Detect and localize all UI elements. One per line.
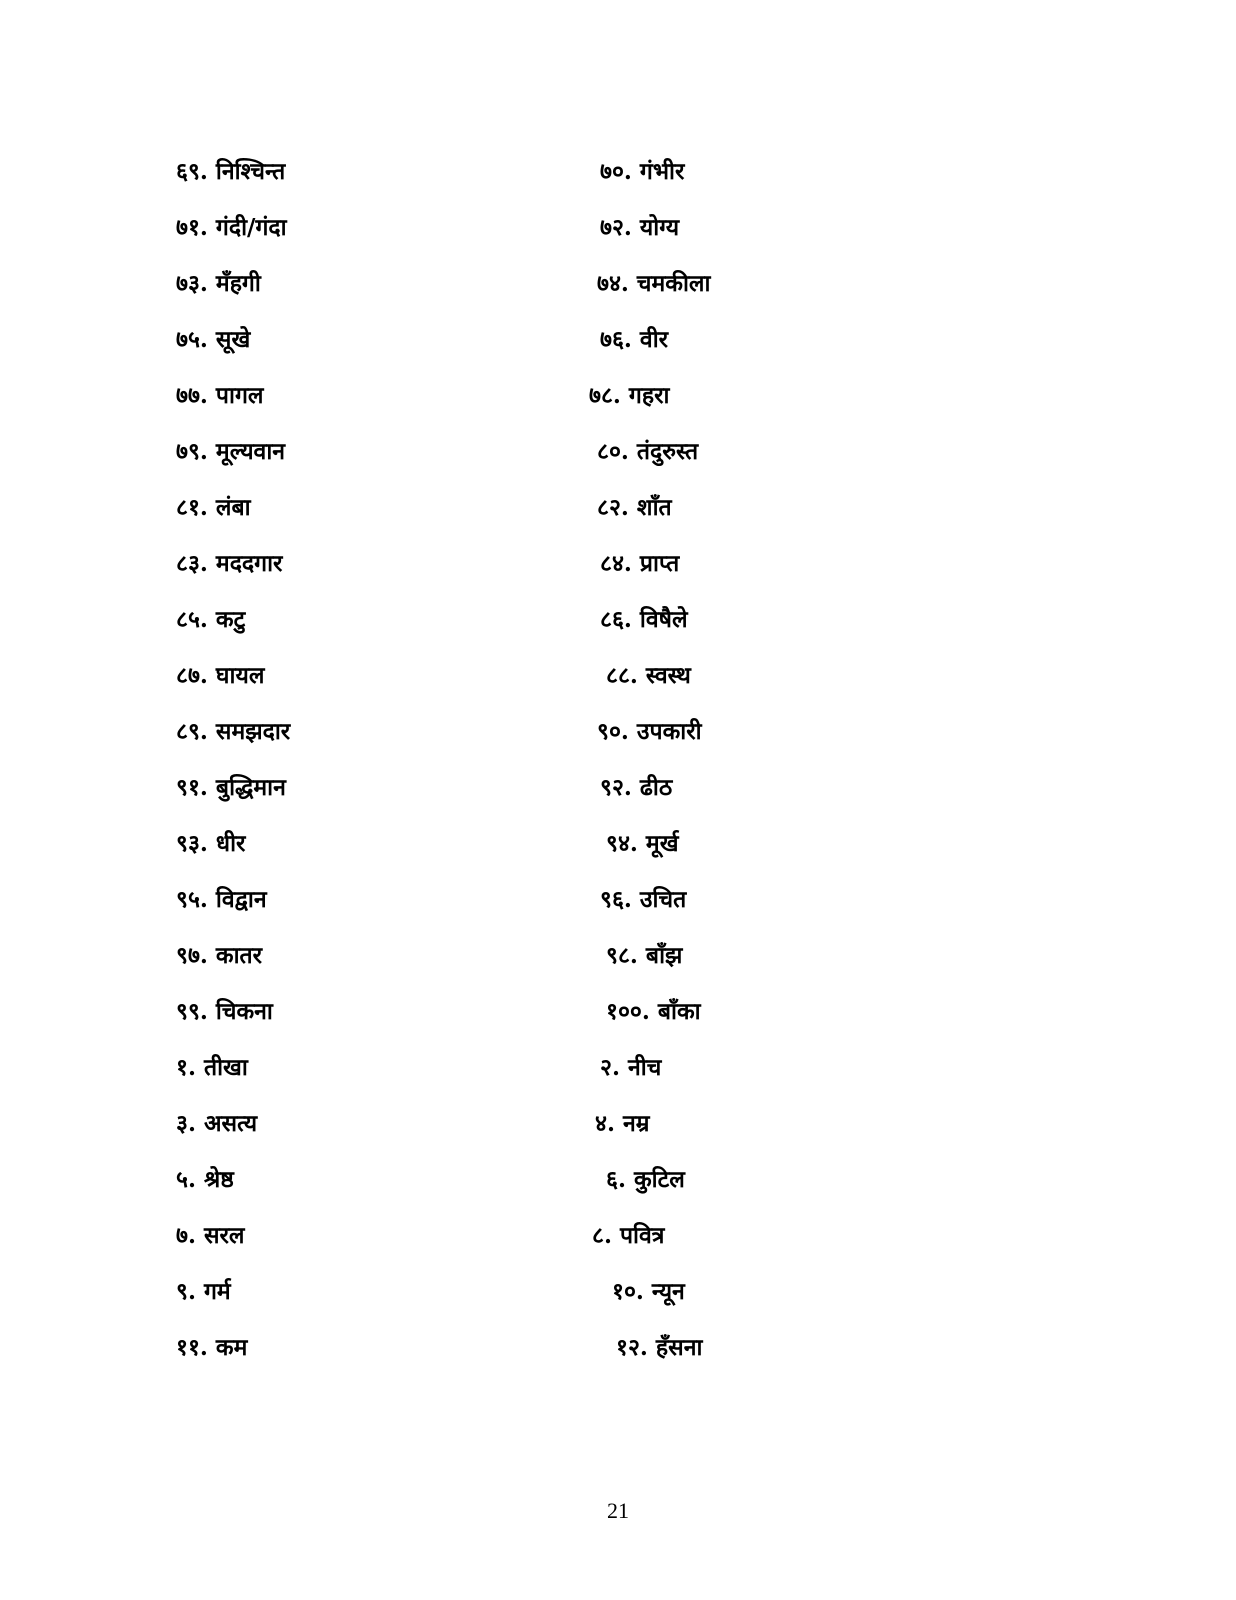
list-item-left: ७९. मूल्यवान <box>176 438 286 465</box>
list-row <box>0 208 1236 248</box>
list-row <box>0 376 1236 416</box>
list-item-right: ७८. गहरा <box>589 382 670 409</box>
list-row <box>0 824 1236 864</box>
list-item-right: ७६. वीर <box>600 326 669 353</box>
list-item-right: ९८. बाँझ <box>606 942 683 969</box>
list-item-left: ७७. पागल <box>176 382 264 409</box>
list-item-right: १०. न्यून <box>612 1278 685 1305</box>
list-row <box>0 1216 1236 1256</box>
list-row <box>0 1160 1236 1200</box>
list-item-left: ९५. विद्वान <box>176 886 267 913</box>
list-item-right: ७४. चमकीला <box>597 270 711 297</box>
list-item-left: ८५. कटु <box>176 606 246 633</box>
page-number: 21 <box>607 1498 629 1523</box>
list-item-right: ८४. प्राप्त <box>600 550 680 577</box>
list-row <box>0 432 1236 472</box>
list-row <box>0 488 1236 528</box>
list-row <box>0 880 1236 920</box>
list-row <box>0 656 1236 696</box>
list-item-left: ९९. चिकना <box>176 998 273 1025</box>
list-item-left: ७. सरल <box>176 1222 245 1249</box>
list-item-right: ९६. उचित <box>600 886 687 913</box>
list-item-right: ९०. उपकारी <box>597 718 702 745</box>
list-item-right: ९२. ढीठ <box>600 774 673 801</box>
list-item-right: ६. कुटिल <box>606 1166 685 1193</box>
list-row <box>0 936 1236 976</box>
list-item-right: ८. पवित्र <box>592 1222 665 1249</box>
list-item-right: ८०. तंदुरुस्त <box>597 438 699 465</box>
list-item-right: ८८. स्वस्थ <box>606 662 691 689</box>
list-item-left: ८१. लंबा <box>176 494 251 521</box>
list-item-right: २. नीच <box>600 1054 662 1081</box>
list-item-right: ९४. मूर्ख <box>606 830 679 857</box>
list-item-left: ८९. समझदार <box>176 718 291 745</box>
list-row <box>0 1328 1236 1368</box>
list-row <box>0 992 1236 1032</box>
list-row <box>0 1272 1236 1312</box>
list-row <box>0 264 1236 304</box>
list-item-left: ९३. धीर <box>176 830 246 857</box>
list-item-right: ८६. विषैले <box>600 606 688 633</box>
list-item-left: ११. कम <box>176 1334 248 1361</box>
list-row <box>0 768 1236 808</box>
list-item-left: ८३. मददगार <box>176 550 283 577</box>
list-row <box>0 320 1236 360</box>
list-item-right: १२. हँसना <box>616 1334 703 1361</box>
list-row <box>0 712 1236 752</box>
list-item-right: ७०. गंभीर <box>600 158 685 185</box>
list-item-left: ३. असत्य <box>176 1110 258 1137</box>
list-row <box>0 600 1236 640</box>
list-item-left: ८७. घायल <box>176 662 265 689</box>
list-item-left: ७३. मँहगी <box>176 270 261 297</box>
list-row <box>0 544 1236 584</box>
list-item-left: ९१. बुद्धिमान <box>176 774 286 801</box>
list-item-left: ६९. निश्चिन्त <box>176 158 286 185</box>
list-row <box>0 1048 1236 1088</box>
list-row <box>0 1104 1236 1144</box>
list-item-left: ७१. गंदी/गंदा <box>176 214 287 241</box>
list-item-right: ४. नम्र <box>595 1110 650 1137</box>
list-item-left: ९. गर्म <box>176 1278 231 1305</box>
list-item-right: ८२. शाँत <box>597 494 672 521</box>
list-item-right: १००. बाँका <box>606 998 701 1025</box>
list-item-left: १. तीखा <box>176 1054 248 1081</box>
list-row <box>0 152 1236 192</box>
list-item-left: ५. श्रेष्ठ <box>176 1166 234 1193</box>
list-item-left: ७५. सूखे <box>176 326 251 353</box>
list-item-left: ९७. कातर <box>176 942 263 969</box>
list-item-right: ७२. योग्य <box>600 214 680 241</box>
